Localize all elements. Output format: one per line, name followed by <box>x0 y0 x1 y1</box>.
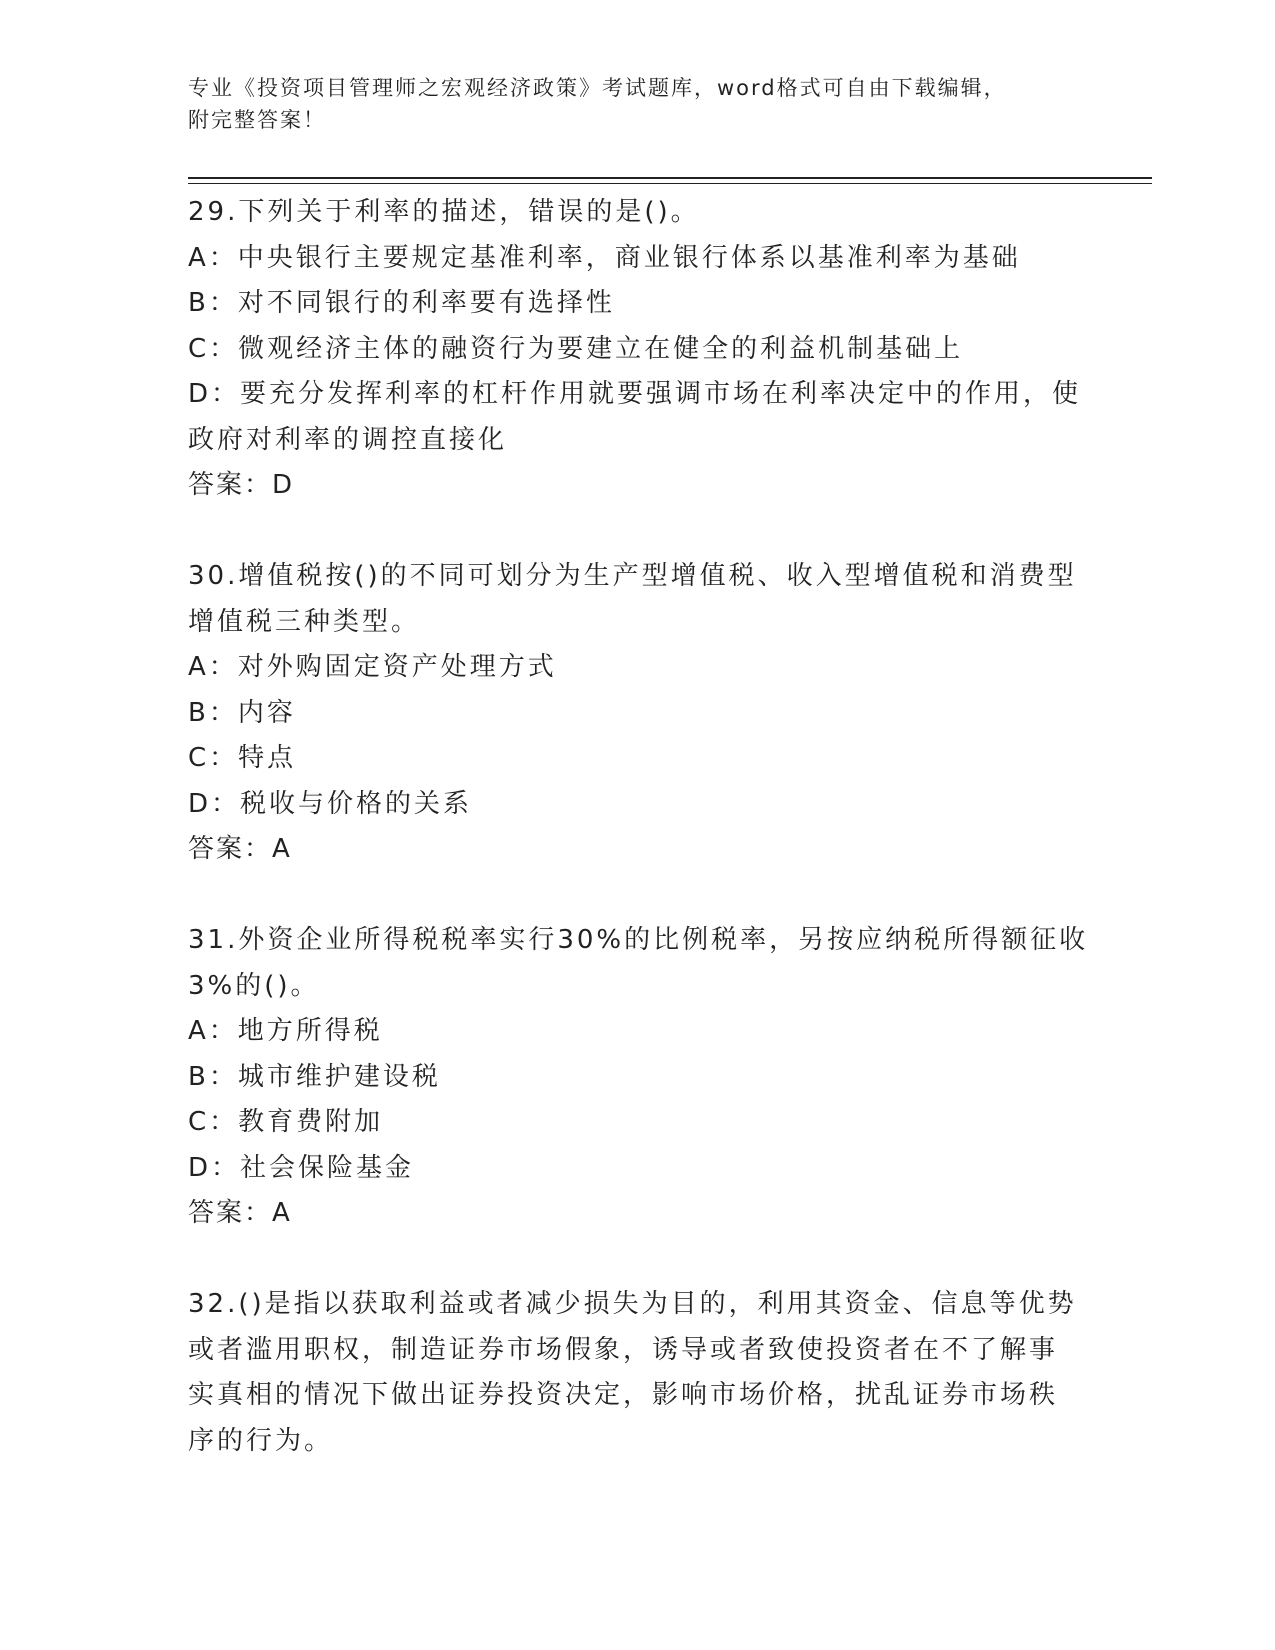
spacer <box>188 1237 1088 1283</box>
answer: 答案：A <box>188 1198 292 1228</box>
question-32 <box>188 1282 1088 1464</box>
question-stem: 32.()是指以获取利益或者减少损失为目的，利用其资金、信息等优势 <box>188 1289 1077 1319</box>
document-header <box>188 72 1088 136</box>
answer: 答案：A <box>188 834 292 864</box>
option-a: A：地方所得税 <box>188 1016 383 1046</box>
question-29 <box>188 190 1088 509</box>
option-a: A：中央银行主要规定基准利率，商业银行体系以基准利率为基础 <box>188 242 1021 273</box>
answer: 答案：D <box>188 470 295 500</box>
option-d: D：税收与价格的关系 <box>188 788 473 819</box>
question-stem: 30.增值税按()的不同可划分为生产型增值税、收入型增值税和消费型 <box>188 561 1077 591</box>
header-rule-thin <box>188 183 1152 184</box>
question-30 <box>188 554 1088 873</box>
question-stem-continued: 序的行为。 <box>188 1425 334 1456</box>
question-stem-continued: 3%的()。 <box>188 970 320 1001</box>
option-b: B：对不同银行的利率要有选择性 <box>188 288 615 318</box>
option-c: C：教育费附加 <box>188 1107 384 1137</box>
option-c: C：微观经济主体的融资行为要建立在健全的利益机制基础上 <box>188 333 964 364</box>
option-c: C：特点 <box>188 743 297 773</box>
question-31 <box>188 918 1088 1237</box>
question-list <box>188 190 1088 1464</box>
option-d: D：要充分发挥利率的杠杆作用就要强调市场在利率决定中的作用，使 <box>188 379 1082 409</box>
option-d: D：社会保险基金 <box>188 1152 415 1183</box>
header-rule-thick <box>188 177 1152 179</box>
question-stem: 31.外资企业所得税税率实行30%的比例税率，另按应纳税所得额征收 <box>188 925 1089 955</box>
option-d-continued: 政府对利率的调控直接化 <box>188 424 508 455</box>
option-a: A：对外购固定资产处理方式 <box>188 652 557 682</box>
spacer <box>188 509 1088 555</box>
question-stem-continued: 实真相的情况下做出证券投资决定，影响市场价格，扰乱证券市场秩 <box>188 1380 1059 1410</box>
spacer <box>188 873 1088 919</box>
option-b: B：内容 <box>188 697 296 728</box>
question-stem: 29.下列关于利率的描述，错误的是()。 <box>188 197 700 227</box>
option-b: B：城市维护建设税 <box>188 1061 441 1092</box>
header-line-1: 专业《投资项目管理师之宏观经济政策》考试题库，word格式可自由下载编辑， <box>188 76 1007 100</box>
header-line-2: 附完整答案！ <box>188 108 326 132</box>
question-stem-continued: 或者滥用职权，制造证券市场假象，诱导或者致使投资者在不了解事 <box>188 1334 1059 1365</box>
question-stem-continued: 增值税三种类型。 <box>188 606 421 637</box>
